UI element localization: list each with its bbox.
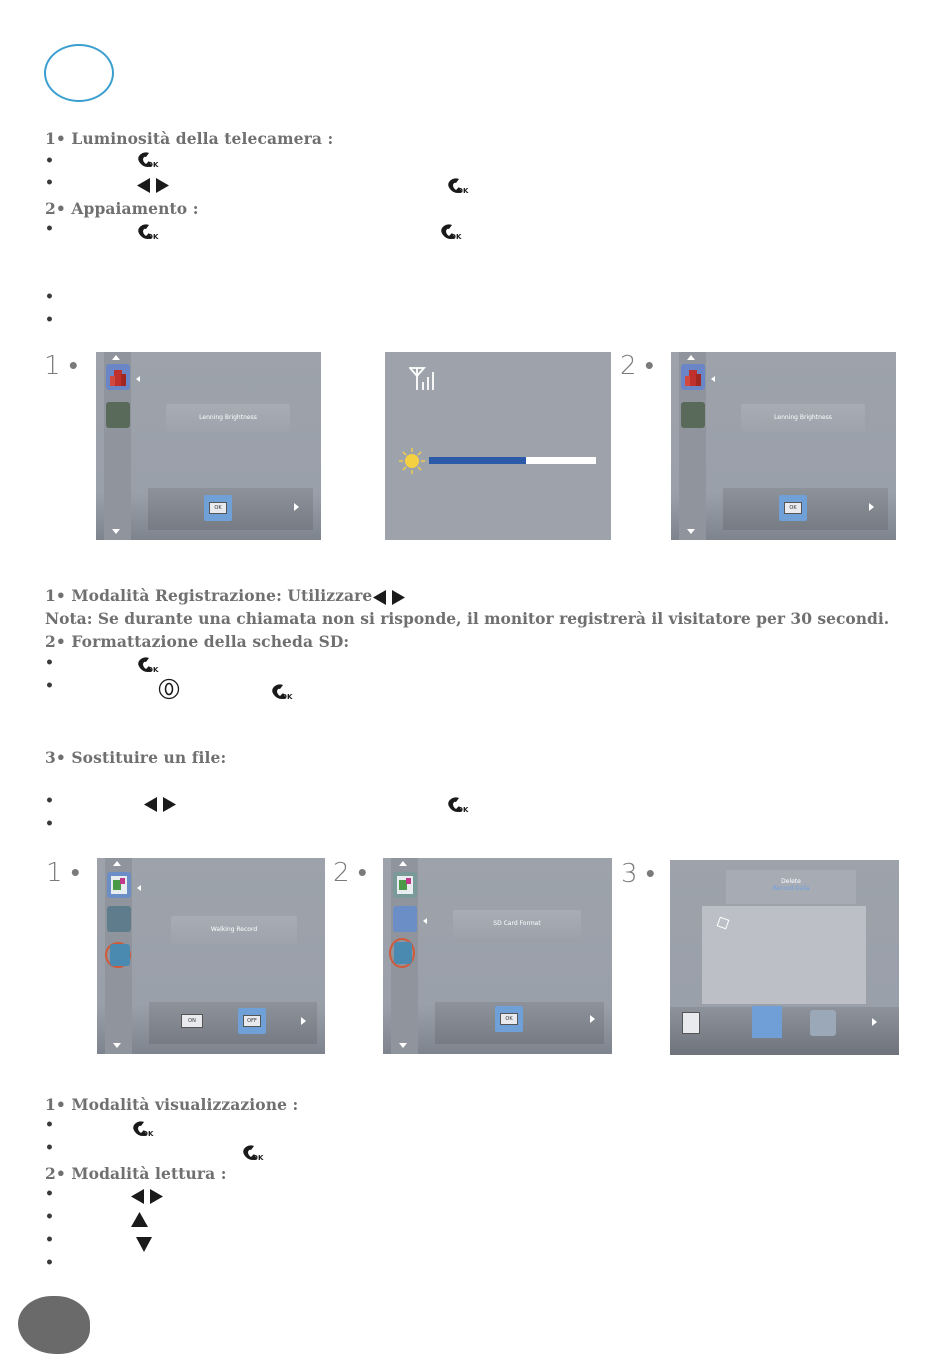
- language-marker-circle: [44, 44, 114, 102]
- bullet: •: [45, 1140, 54, 1156]
- pairing-menu-icon: [106, 402, 130, 428]
- down-arrow-icon: [113, 1043, 121, 1048]
- on-button: ON: [181, 1014, 203, 1028]
- left-arrow-icon: [711, 376, 715, 382]
- brightness-bar-fill: [429, 457, 526, 464]
- bullet: •: [45, 1117, 54, 1133]
- replace-file-menu-icon: [110, 944, 130, 966]
- bullet: •: [45, 153, 54, 169]
- down-arrow-icon: [136, 1237, 152, 1252]
- menu-label: SD Card Format: [453, 910, 581, 938]
- figure-number-2: 2 •: [333, 858, 367, 888]
- figure-number-1: 1 •: [44, 351, 78, 381]
- up-arrow-icon: [687, 355, 695, 360]
- left-arrow-icon: [137, 885, 141, 891]
- phone-ok-icon: [132, 1120, 154, 1138]
- dialog-title: Delete: [781, 878, 801, 885]
- brightness-bar-track: [429, 457, 596, 464]
- file-icon: [717, 917, 730, 930]
- bullet: •: [45, 1186, 54, 1202]
- recording-menu-icon: [107, 872, 131, 898]
- page-number-marker: [18, 1296, 90, 1354]
- bullet: •: [45, 678, 54, 694]
- bullet: •: [45, 221, 54, 237]
- right-arrow-icon: [872, 1018, 877, 1026]
- bullet: •: [45, 289, 54, 305]
- svg-text:OK: OK: [457, 806, 469, 814]
- sd-card-menu-icon: [393, 906, 417, 932]
- right-arrow-icon: [869, 503, 874, 511]
- phone-ok-icon: [137, 656, 159, 674]
- zero-button-icon: [158, 678, 180, 700]
- screen-recording-mode: [97, 858, 325, 1054]
- camera-brightness-menu-icon: [106, 364, 130, 390]
- phone-ok-icon: [447, 796, 469, 814]
- up-arrow-icon: [113, 861, 121, 866]
- bottom-bar: [670, 1007, 899, 1055]
- up-arrow-icon: [399, 861, 407, 866]
- left-arrow-icon: [423, 918, 427, 924]
- svg-text:OK: OK: [281, 693, 293, 701]
- svg-text:OK: OK: [457, 187, 469, 195]
- ok-button: OK: [495, 1006, 523, 1032]
- screen-pairing-menu: [671, 352, 896, 540]
- recording-menu-icon: [393, 872, 417, 898]
- pairing-menu-icon: [681, 402, 705, 428]
- sun-icon: [398, 447, 426, 475]
- dialog-title-box: [726, 870, 856, 904]
- ok-button: OK: [204, 495, 232, 521]
- left-right-arrows-icon: [373, 590, 405, 605]
- menu-label: Lenning Brightness: [741, 404, 865, 432]
- menu-label: Walking Record: [171, 916, 297, 944]
- svg-text:OK: OK: [147, 666, 159, 674]
- left-arrow-icon: [136, 376, 140, 382]
- phone-ok-icon: [137, 151, 159, 169]
- down-arrow-icon: [399, 1043, 407, 1048]
- camera-brightness-heading: 1• Luminosità della telecamera :: [45, 129, 334, 148]
- sd-format-heading: 2• Formattazione della scheda SD:: [45, 632, 350, 651]
- bullet: •: [45, 1209, 54, 1225]
- playback-mode-heading: 2• Modalità lettura :: [45, 1164, 227, 1183]
- view-mode-heading: 1• Modalità visualizzazione :: [45, 1095, 299, 1114]
- phone-ok-icon: [242, 1144, 264, 1162]
- bullet: •: [45, 312, 54, 328]
- svg-text:OK: OK: [147, 233, 159, 241]
- figure-number-2: 2 •: [620, 351, 654, 381]
- down-arrow-icon: [687, 529, 695, 534]
- phone-ok-icon: [271, 683, 293, 701]
- right-arrow-icon: [294, 503, 299, 511]
- bullet: •: [45, 1255, 54, 1271]
- recording-mode-heading: 1• Modalità Registrazione: Utilizzare: [45, 586, 373, 605]
- right-arrow-icon: [301, 1017, 306, 1025]
- svg-text:OK: OK: [142, 1130, 154, 1138]
- bullet: •: [45, 655, 54, 671]
- svg-text:OK: OK: [252, 1154, 264, 1162]
- delete-icon: [810, 1010, 836, 1036]
- left-right-arrows-icon: [144, 797, 176, 812]
- file-preview-panel: [702, 906, 866, 1004]
- menu-label: Lenning Brightness: [166, 404, 290, 432]
- screen-brightness-slider: [385, 352, 611, 540]
- screen-replace-file: [670, 860, 899, 1055]
- up-arrow-icon: [112, 355, 120, 360]
- svg-text:OK: OK: [147, 161, 159, 169]
- svg-text:OK: OK: [450, 233, 462, 241]
- camera-brightness-menu-icon: [681, 364, 705, 390]
- figure-number-3: 3 •: [621, 859, 655, 889]
- phone-ok-icon: [440, 223, 462, 241]
- bullet: •: [45, 1232, 54, 1248]
- down-arrow-icon: [112, 529, 120, 534]
- left-right-arrows-icon: [137, 178, 169, 193]
- recording-note: Nota: Se durante una chiamata non si risponde, il monitor registrerà il visitatore per 30 secondi.: [45, 609, 890, 628]
- screen-sd-format: [383, 858, 612, 1054]
- phone-ok-icon: [137, 223, 159, 241]
- sd-card-menu-icon: [107, 906, 131, 932]
- figure-number-1: 1 •: [46, 858, 80, 888]
- phone-ok-icon: [447, 177, 469, 195]
- left-right-arrows-icon: [131, 1189, 163, 1204]
- photo-icon: [682, 1012, 700, 1034]
- bullet: •: [45, 816, 54, 832]
- right-arrow-icon: [590, 1015, 595, 1023]
- replace-file-heading: 3• Sostituire un file:: [45, 748, 227, 767]
- ok-button: OK: [779, 495, 807, 521]
- dialog-subtitle: Record Data: [772, 885, 810, 892]
- up-arrow-icon: [131, 1212, 148, 1227]
- bullet: •: [45, 175, 54, 191]
- off-button: OFF: [238, 1008, 266, 1034]
- pairing-heading: 2• Appaiamento :: [45, 199, 199, 218]
- bottom-bar: [149, 1002, 317, 1044]
- replace-icon: [752, 1006, 782, 1038]
- replace-file-menu-icon: [394, 942, 412, 964]
- screen-brightness-menu: [96, 352, 321, 540]
- signal-strength-icon: [409, 366, 437, 392]
- bullet: •: [45, 793, 54, 809]
